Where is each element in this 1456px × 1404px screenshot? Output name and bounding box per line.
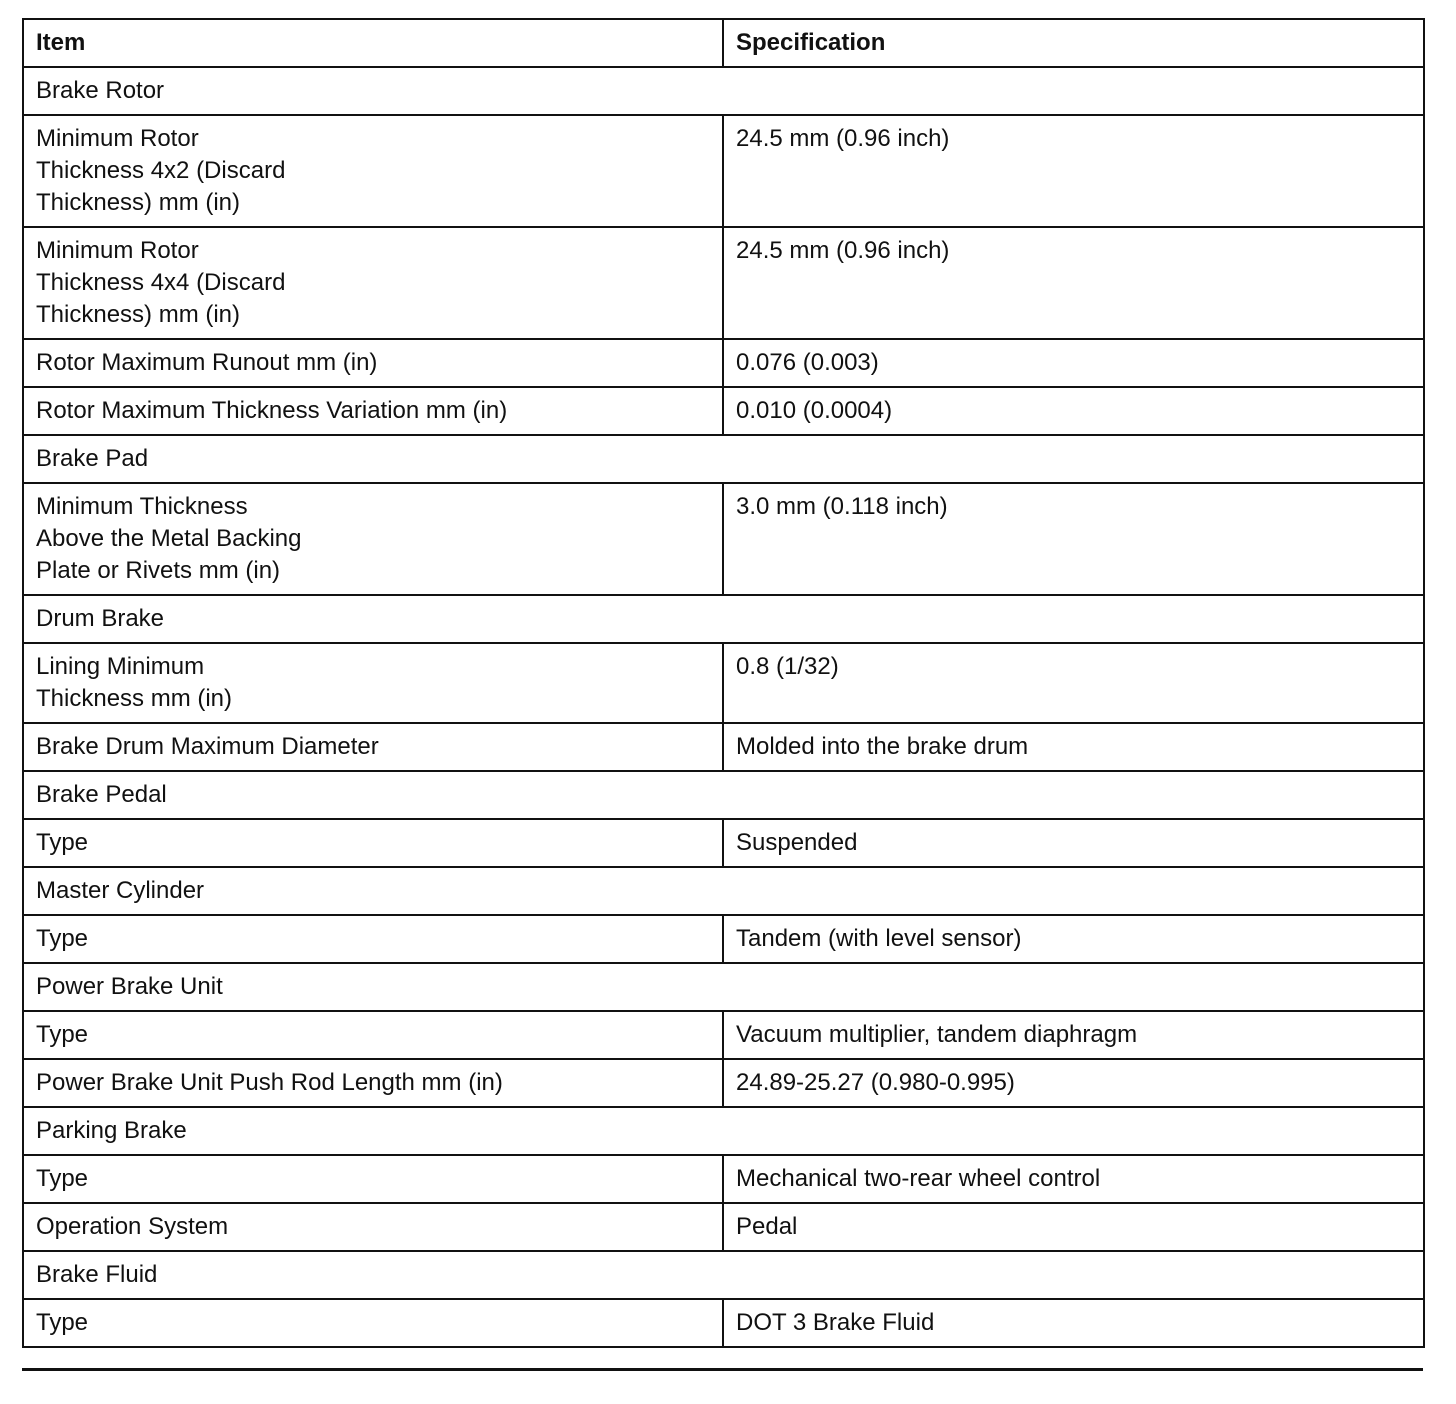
item-cell: Rotor Maximum Runout mm (in) <box>23 339 723 387</box>
table-row <box>23 387 1424 435</box>
section-label: Drum Brake <box>23 595 1424 643</box>
item-cell: Type <box>23 1155 723 1203</box>
section-label: Brake Pad <box>23 435 1424 483</box>
table-row <box>23 115 1424 227</box>
section-row <box>23 1251 1424 1299</box>
specification-table <box>22 18 1425 1348</box>
spec-cell: DOT 3 Brake Fluid <box>723 1299 1424 1347</box>
item-cell: Minimum Rotor Thickness 4x4 (Discard Thickness) mm (in) <box>23 227 723 339</box>
bottom-rule <box>22 1368 1423 1371</box>
section-label: Power Brake Unit <box>23 963 1424 1011</box>
item-cell: Power Brake Unit Push Rod Length mm (in) <box>23 1059 723 1107</box>
item-cell: Type <box>23 1299 723 1347</box>
table-body <box>23 67 1424 1347</box>
section-label: Master Cylinder <box>23 867 1424 915</box>
spec-cell: Mechanical two-rear wheel control <box>723 1155 1424 1203</box>
spec-cell: 24.5 mm (0.96 inch) <box>723 227 1424 339</box>
section-label: Brake Pedal <box>23 771 1424 819</box>
table-row <box>23 643 1424 723</box>
item-cell: Type <box>23 1011 723 1059</box>
header-specification: Specification <box>723 19 1424 67</box>
table-row <box>23 227 1424 339</box>
table-header-row <box>23 19 1424 67</box>
spec-cell: Molded into the brake drum <box>723 723 1424 771</box>
section-row <box>23 67 1424 115</box>
section-row <box>23 1107 1424 1155</box>
table-row <box>23 1011 1424 1059</box>
spec-cell: 3.0 mm (0.118 inch) <box>723 483 1424 595</box>
spec-cell: 24.89-25.27 (0.980-0.995) <box>723 1059 1424 1107</box>
item-cell: Minimum Rotor Thickness 4x2 (Discard Thickness) mm (in) <box>23 115 723 227</box>
section-row <box>23 771 1424 819</box>
spec-cell: 0.076 (0.003) <box>723 339 1424 387</box>
header-item: Item <box>23 19 723 67</box>
item-cell: Type <box>23 819 723 867</box>
spec-cell: 0.010 (0.0004) <box>723 387 1424 435</box>
section-row <box>23 963 1424 1011</box>
spec-cell: Vacuum multiplier, tandem diaphragm <box>723 1011 1424 1059</box>
spec-cell: 24.5 mm (0.96 inch) <box>723 115 1424 227</box>
table-row <box>23 1203 1424 1251</box>
table-row <box>23 819 1424 867</box>
section-row <box>23 435 1424 483</box>
item-cell: Minimum Thickness Above the Metal Backing Plate or Rivets mm (in) <box>23 483 723 595</box>
spec-cell: Suspended <box>723 819 1424 867</box>
table-row <box>23 339 1424 387</box>
spec-cell: Pedal <box>723 1203 1424 1251</box>
item-cell: Brake Drum Maximum Diameter <box>23 723 723 771</box>
item-cell: Lining Minimum Thickness mm (in) <box>23 643 723 723</box>
section-row <box>23 867 1424 915</box>
spec-cell: Tandem (with level sensor) <box>723 915 1424 963</box>
item-cell: Rotor Maximum Thickness Variation mm (in) <box>23 387 723 435</box>
table-row <box>23 1059 1424 1107</box>
item-cell: Type <box>23 915 723 963</box>
item-cell: Operation System <box>23 1203 723 1251</box>
table-row <box>23 1299 1424 1347</box>
table-row <box>23 723 1424 771</box>
section-row <box>23 595 1424 643</box>
table-row <box>23 915 1424 963</box>
section-label: Parking Brake <box>23 1107 1424 1155</box>
spec-cell: 0.8 (1/32) <box>723 643 1424 723</box>
section-label: Brake Fluid <box>23 1251 1424 1299</box>
table-row <box>23 483 1424 595</box>
section-label: Brake Rotor <box>23 67 1424 115</box>
table-row <box>23 1155 1424 1203</box>
